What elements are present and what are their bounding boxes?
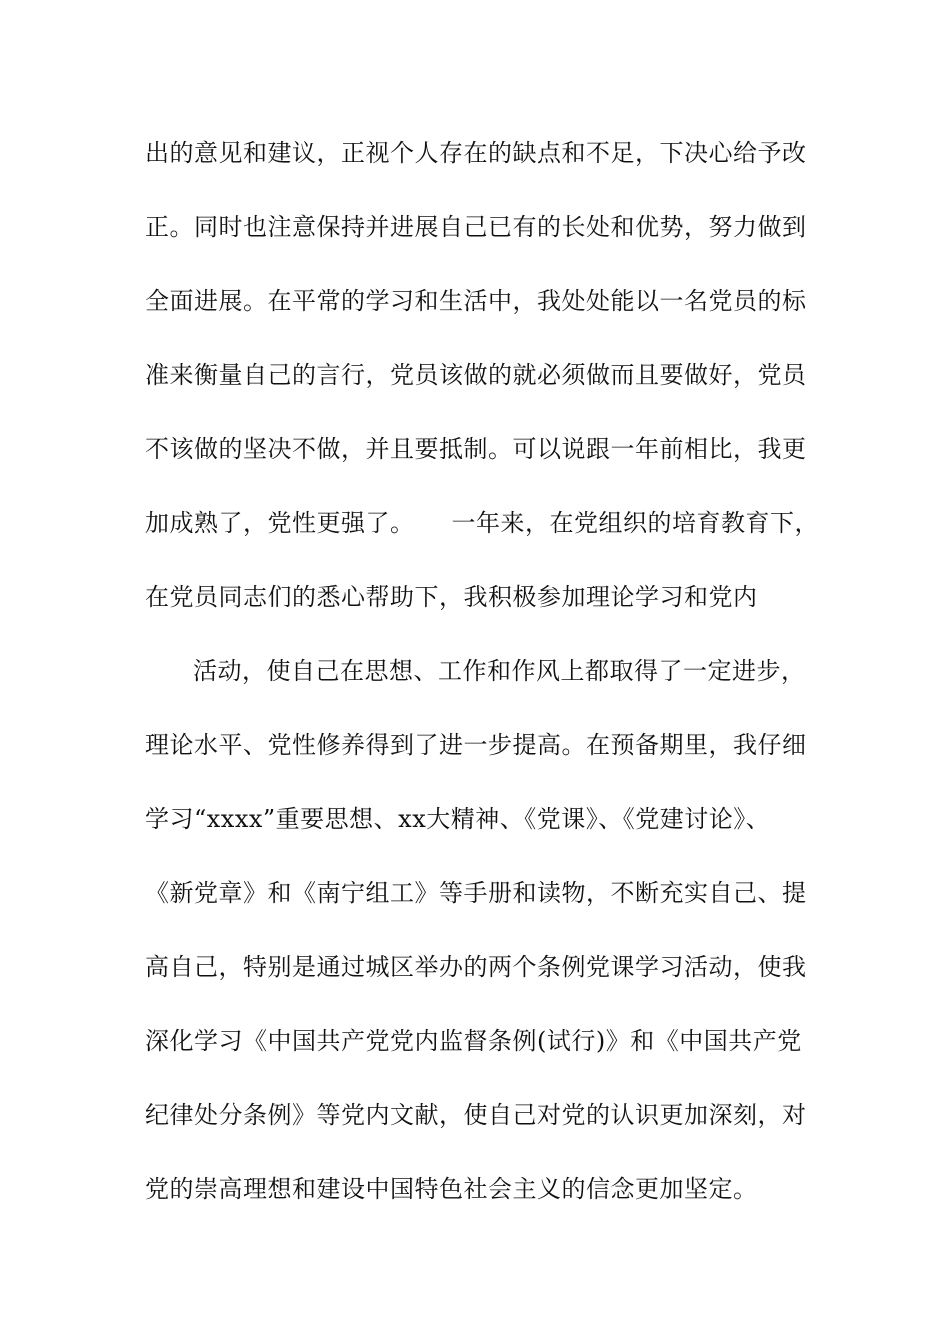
text-line-14: 纪律处分条例》等党内文献，使自己对党的认识更加深刻，对 [145,1101,807,1129]
text-line-8: 活动，使自己在思想、工作和作风上都取得了一定进步， [193,657,806,685]
text-line-2: 正。同时也注意保持并进展自己已有的长处和优势，努力做到 [145,213,807,241]
text-line-1: 出的意见和建议，正视个人存在的缺点和不足，下决心给予改 [145,139,807,167]
text-line-3: 全面进展。在平常的学习和生活中，我处处能以一名党员的标 [145,287,807,315]
text-line-11: 《新党章》和《南宁组工》等手册和读物，不断充实自己、提 [145,879,807,907]
text-line-12: 高自己，特别是通过城区举办的两个条例党课学习活动，使我 [145,953,807,981]
text-line-4: 准来衡量自己的言行，党员该做的就必须做而且要做好，党员 [145,361,807,389]
text-line-13: 深化学习《中国共产党党内监督条例(试行)》和《中国共产党 [145,1027,802,1055]
text-line-7: 在党员同志们的悉心帮助下，我积极参加理论学习和党内 [145,583,758,611]
text-line-5: 不该做的坚决不做，并且要抵制。可以说跟一年前相比，我更 [145,435,807,463]
text-line-9: 理论水平、党性修养得到了进一步提高。在预备期里，我仔细 [145,731,807,759]
text-line-6: 加成熟了，党性更强了。 一年来，在党组织的培育教育下， [145,509,819,537]
text-line-15: 党的崇高理想和建设中国特色社会主义的信念更加坚定。 [145,1175,758,1203]
text-line-10: 学习“xxxx”重要思想、xx大精神、《党课》、《党建讨论》、 [145,805,771,833]
